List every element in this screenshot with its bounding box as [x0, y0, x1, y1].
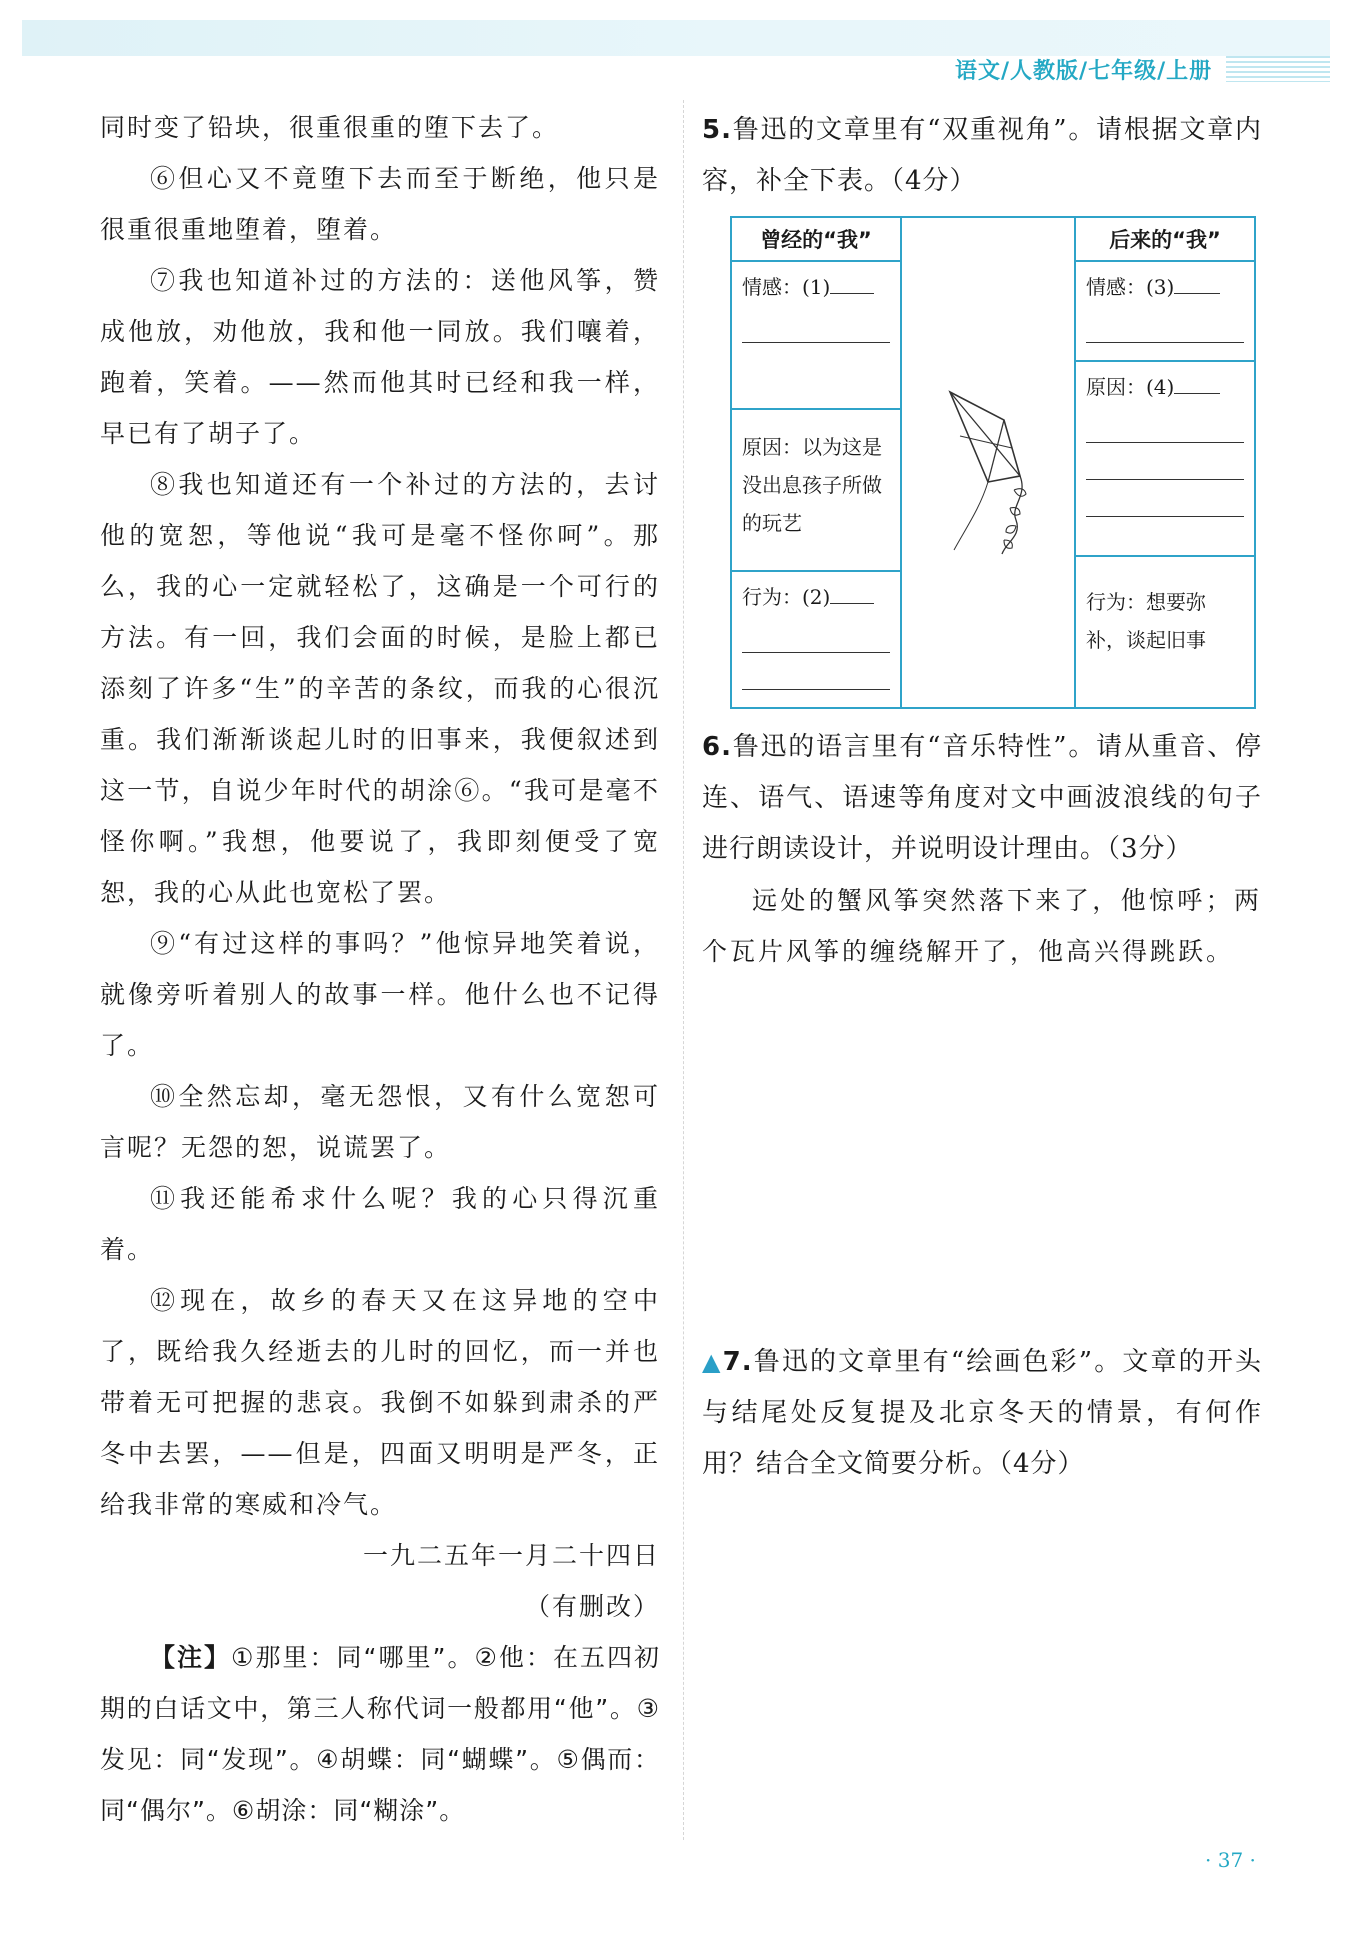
- answer-blank-4-line[interactable]: [1086, 443, 1244, 480]
- answer-blank-4-line[interactable]: [1086, 406, 1244, 443]
- answer-blank-2-line[interactable]: [742, 653, 890, 690]
- perspective-table: [730, 216, 1256, 709]
- answer-blank-1-line[interactable]: [742, 306, 890, 343]
- question-6-quote: 远处的蟹风筝突然落下来了，他惊呼；两个瓦片风筝的缠绕解开了，他高兴得跳跃。: [702, 886, 1262, 966]
- cell-past-reason: 原因：以为这是没出息孩子所做的玩艺: [732, 410, 900, 572]
- cell-later-reason: 原因：(4): [1076, 362, 1254, 557]
- cell-past-emotion: 情感：(1): [732, 262, 900, 410]
- passage-paragraph: ⑥但心又不竟堕下去而至于断绝，他只是很重很重地堕着，堕着。: [100, 164, 660, 244]
- answer-blank-4[interactable]: [1174, 369, 1220, 394]
- cell-later-action: 行为：想要弥补，谈起旧事: [1086, 590, 1206, 652]
- passage-column: [100, 102, 660, 1836]
- triangle-marker-icon: ▲: [702, 1348, 723, 1376]
- table-right-column: [1074, 218, 1254, 707]
- note-label: 【注】: [150, 1643, 232, 1672]
- table-header-past-me: 曾经的“我”: [732, 218, 900, 262]
- question-7: [702, 1337, 1262, 1490]
- passage-paragraph: ⑦我也知道补过的方法的：送他风筝，赞成他放，劝他放，我和他一同放。我们嚷着，跑着，笑着。——然而他其时已经和我一样，早已有了胡子了。: [100, 266, 660, 448]
- page-number: · 37 ·: [1205, 1848, 1256, 1872]
- table-left-column: [732, 218, 902, 707]
- kite-illustration: [932, 378, 1062, 568]
- passage-edited-note: （有删改）: [524, 1592, 660, 1621]
- question-number: 5.: [702, 115, 732, 145]
- answer-blank-3-line[interactable]: [1086, 306, 1244, 343]
- answer-blank-4-line[interactable]: [1086, 480, 1244, 517]
- passage-paragraph: 同时变了铅块，很重很重的堕下去了。: [100, 113, 560, 142]
- passage-paragraph: ⑪我还能希求什么呢？我的心只得沉重着。: [100, 1184, 660, 1264]
- passage-date: 一九二五年一月二十四日: [362, 1541, 660, 1570]
- cell-later-emotion: 情感：(3): [1076, 262, 1254, 362]
- passage-paragraph: ⑨“有过这样的事吗？”他惊异地笑着说，就像旁听着别人的故事一样。他什么也不记得了。: [100, 929, 660, 1060]
- question-7-text: ▲7.鲁迅的文章里有“绘画色彩”。文章的开头与结尾处反复提及北京冬天的情景，有何作用？结合全文简要分析。（4分）: [702, 1347, 1262, 1479]
- column-divider: [683, 100, 684, 1840]
- note-text: ①那里：同“哪里”。②他：在五四初期的白话文中，第三人称代词一般都用“他”。③发见：同“发现”。④胡蝶：同“蝴蝶”。⑤偶而：同“偶尔”。⑥胡涂：同“糊涂”。: [100, 1643, 660, 1825]
- footnotes: [100, 1632, 660, 1836]
- question-number: 7.: [722, 1347, 753, 1377]
- passage-paragraph: ⑩全然忘却，毫无怨恨，又有什么宽恕可言呢？无怨的恕，说谎罢了。: [100, 1082, 660, 1162]
- answer-blank-3[interactable]: [1174, 269, 1220, 294]
- book-label: 语文/人教版/七年级/上册: [955, 58, 1213, 84]
- header-stripes: [1226, 56, 1330, 82]
- question-6-text: 6.鲁迅的语言里有“音乐特性”。请从重音、停连、语气、语速等角度对文中画波浪线的句子进行朗读设计，并说明设计理由。（3分）: [702, 732, 1262, 864]
- answer-blank-2[interactable]: [830, 579, 874, 604]
- question-6: [702, 722, 1262, 977]
- table-header-later-me: 后来的“我”: [1076, 218, 1254, 262]
- cell-past-action: 行为：(2): [732, 572, 900, 707]
- answer-blank-1[interactable]: [830, 269, 874, 294]
- header-tag: [955, 50, 1330, 88]
- question-5-text: 5.鲁迅的文章里有“双重视角”。请根据文章内容，补全下表。（4分）: [702, 115, 1262, 196]
- passage-paragraph: ⑫现在，故乡的春天又在这异地的空中了，既给我久经逝去的儿时的回忆，而一并也带着无可把握的悲哀。我倒不如躲到肃杀的严冬中去罢，——但是，四面又明明是严冬，正给我非常的寒威和冷气。: [100, 1286, 660, 1519]
- question-5: [702, 105, 1262, 207]
- passage-paragraph: ⑧我也知道还有一个补过的方法的，去讨他的宽恕，等他说“我可是毫不怪你呵”。那么，我的心一定就轻松了，这确是一个可行的方法。有一回，我们会面的时候，是脸上都已添刻了许多“生”的辛苦的条纹，而我的心很沉重。我们渐渐谈起儿时的旧事来，我便叙述到这一节，自说少年时代的胡涂⑥。“我可是毫不怪你啊。”我想，他要说了，我即刻便受了宽恕，我的心从此也宽松了罢。: [100, 470, 660, 907]
- answer-blank-2-line[interactable]: [742, 616, 890, 653]
- question-number: 6.: [702, 732, 732, 762]
